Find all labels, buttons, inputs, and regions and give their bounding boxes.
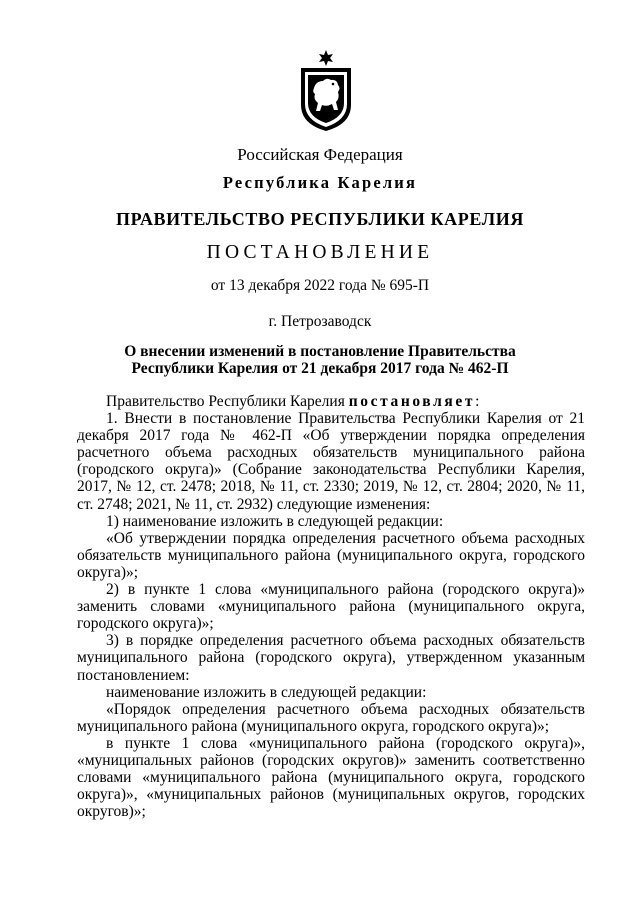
document-subject [0, 343, 640, 377]
paragraph-6: наименование изложить в следующей редакции: [106, 683, 427, 701]
intro-paragraph [77, 393, 585, 410]
document-city: г. Петрозаводск [268, 313, 372, 330]
paragraph-5: 3) в порядке определения расчетного объема расходных обязательств муниципального района (городского округа), утвержденном указанным постановлением: [77, 632, 585, 684]
document-type: ПОСТАНОВЛЕНИЕ [206, 242, 434, 263]
subject-line-2: Республики Карелия от 21 декабря 2017 года № 462-П [131, 360, 509, 377]
intro-prefix: Правительство Республики Карелия [106, 393, 345, 410]
paragraph-1: 1. Внести в постановление Правительства Республики Карелия от 21 декабря 2017 года № 462-П «Об утверждении порядка определения расчетного объема расходных обязательств муниципального района (городского округа)» (Собрание законодательства Республики Карелия, 2017, № 12, ст. 2478; 2018, № 11, ст. 2330; 2019, № 12, ст. 2804; 2020, № 11, ст. 2748; 2021, № 11, ст. 2932) следующие изменения: [77, 410, 585, 513]
paragraph-7: «Порядок определения расчетного объема расходных обязательств муниципального района (муниципального округа, городского округа)»; [77, 700, 585, 735]
intro-decree-word: постановляет [348, 393, 476, 410]
karelia-coat-of-arms-icon [297, 50, 355, 132]
paragraph-3: «Об утверждении порядка определения расчетного объема расходных обязательств муниципального района (муниципального округа, городского округа)»; [77, 529, 585, 581]
intro-suffix: : [475, 393, 480, 410]
subject-line-1: О внесении изменений в постановление Правительства [124, 343, 516, 360]
document-body [77, 393, 585, 820]
republic-name: Республика Карелия [222, 173, 418, 192]
paragraph-2: 1) наименование изложить в следующей редакции: [106, 512, 444, 530]
government-title: ПРАВИТЕЛЬСТВО РЕСПУБЛИКИ КАРЕЛИЯ [116, 209, 524, 229]
country-name: Российская Федерация [237, 145, 403, 164]
paragraph-4: 2) в пункте 1 слова «муниципального района (городского округа)» заменить словами «муниципального района (муниципального округа, городского округа)»; [77, 581, 585, 633]
paragraph-8: в пункте 1 слова «муниципального района (городского округа)», «муниципальных районов (городских округов)» заменить соответственно словами «муниципального района (муниципального округа, городского округа)», «муниципальных районов (муниципальных округов, городских округов)»; [77, 734, 585, 821]
document-date-number: от 13 декабря 2022 года № 695-П [210, 277, 430, 294]
